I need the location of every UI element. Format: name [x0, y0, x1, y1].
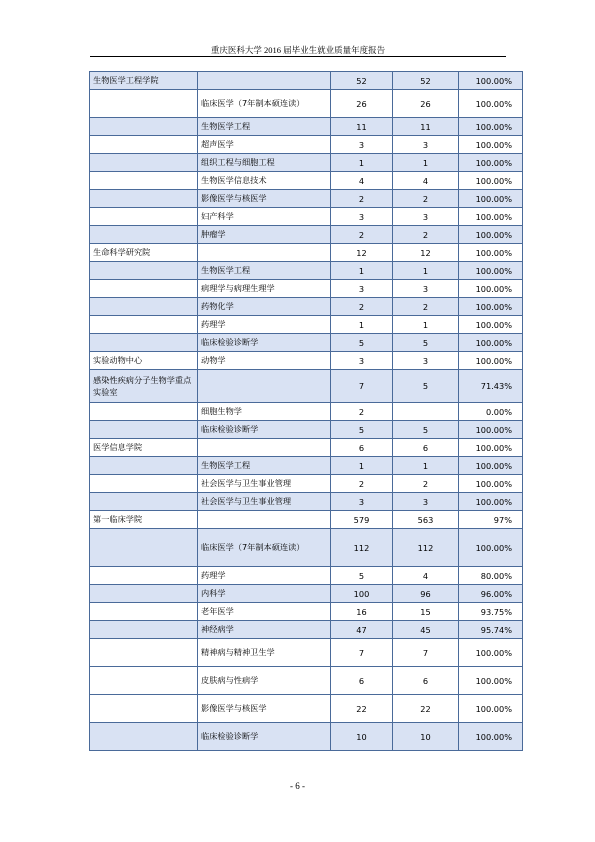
major-cell: 社会医学与卫生事业管理	[198, 475, 331, 493]
table-row	[90, 118, 523, 136]
major-cell: 肿瘤学	[198, 226, 331, 244]
major-cell: 组织工程与细胞工程	[198, 154, 331, 172]
table-row	[90, 529, 523, 567]
employed-cell: 5	[393, 370, 459, 403]
employed-cell: 2	[393, 475, 459, 493]
major-cell: 妇产科学	[198, 208, 331, 226]
major-cell: 内科学	[198, 585, 331, 603]
college-cell	[90, 136, 198, 154]
employed-cell: 26	[393, 90, 459, 118]
major-cell: 社会医学与卫生事业管理	[198, 493, 331, 511]
graduates-cell: 22	[331, 695, 393, 723]
employed-cell: 45	[393, 621, 459, 639]
major-cell: 药理学	[198, 316, 331, 334]
graduates-cell: 5	[331, 334, 393, 352]
rate-cell: 100.00%	[459, 457, 523, 475]
college-cell	[90, 493, 198, 511]
table-row	[90, 334, 523, 352]
college-cell	[90, 621, 198, 639]
table-row	[90, 370, 523, 403]
college-cell: 医学信息学院	[90, 439, 198, 457]
rate-cell: 100.00%	[459, 334, 523, 352]
graduates-cell: 5	[331, 421, 393, 439]
table-body	[90, 72, 523, 751]
rate-cell: 100.00%	[459, 190, 523, 208]
major-cell: 生物医学工程	[198, 118, 331, 136]
graduates-cell: 5	[331, 567, 393, 585]
major-cell: 临床检验诊断学	[198, 334, 331, 352]
employed-cell: 6	[393, 667, 459, 695]
table-row	[90, 352, 523, 370]
college-cell	[90, 90, 198, 118]
major-cell	[198, 72, 331, 90]
college-cell	[90, 226, 198, 244]
table-row	[90, 226, 523, 244]
graduates-cell: 16	[331, 603, 393, 621]
employed-cell: 3	[393, 352, 459, 370]
employed-cell: 6	[393, 439, 459, 457]
rate-cell: 100.00%	[459, 529, 523, 567]
graduates-cell: 52	[331, 72, 393, 90]
rate-cell: 100.00%	[459, 154, 523, 172]
college-cell	[90, 529, 198, 567]
college-cell	[90, 723, 198, 751]
rate-cell: 100.00%	[459, 298, 523, 316]
table-row	[90, 72, 523, 90]
graduates-cell: 3	[331, 208, 393, 226]
rate-cell: 100.00%	[459, 493, 523, 511]
table-row	[90, 190, 523, 208]
rate-cell: 100.00%	[459, 667, 523, 695]
major-cell	[198, 439, 331, 457]
major-cell: 神经病学	[198, 621, 331, 639]
table-row	[90, 136, 523, 154]
table-row	[90, 280, 523, 298]
college-cell	[90, 403, 198, 421]
table-row	[90, 493, 523, 511]
graduates-cell: 3	[331, 280, 393, 298]
graduates-cell: 2	[331, 226, 393, 244]
employed-cell: 3	[393, 136, 459, 154]
page-header-title: 重庆医科大学 2016 届毕业生就业质量年度报告	[210, 45, 386, 55]
college-cell: 感染性疾病分子生物学重点实验室	[90, 370, 198, 403]
college-cell	[90, 262, 198, 280]
employed-cell: 1	[393, 457, 459, 475]
employed-cell: 7	[393, 639, 459, 667]
employed-cell: 10	[393, 723, 459, 751]
college-cell	[90, 172, 198, 190]
table-row	[90, 475, 523, 493]
college-cell: 生物医学工程学院	[90, 72, 198, 90]
graduates-cell: 1	[331, 154, 393, 172]
employed-cell: 52	[393, 72, 459, 90]
graduates-cell: 2	[331, 190, 393, 208]
major-cell: 生物医学工程	[198, 262, 331, 280]
major-cell: 动物学	[198, 352, 331, 370]
graduates-cell: 112	[331, 529, 393, 567]
graduates-cell: 3	[331, 136, 393, 154]
table-row	[90, 603, 523, 621]
graduates-cell: 1	[331, 262, 393, 280]
college-cell	[90, 475, 198, 493]
college-cell	[90, 421, 198, 439]
college-cell	[90, 280, 198, 298]
employed-cell: 563	[393, 511, 459, 529]
table-row	[90, 208, 523, 226]
major-cell: 药物化学	[198, 298, 331, 316]
employed-cell: 1	[393, 262, 459, 280]
college-cell	[90, 639, 198, 667]
page-number: - 6 -	[290, 781, 305, 791]
major-cell	[198, 244, 331, 262]
table-row	[90, 262, 523, 280]
major-cell	[198, 370, 331, 403]
major-cell: 临床医学（7年制本硕连读）	[198, 90, 331, 118]
table-row	[90, 457, 523, 475]
header-divider	[90, 56, 506, 57]
graduates-cell: 7	[331, 370, 393, 403]
employed-cell: 2	[393, 190, 459, 208]
employment-table	[89, 71, 523, 751]
rate-cell: 100.00%	[459, 316, 523, 334]
rate-cell: 100.00%	[459, 136, 523, 154]
graduates-cell: 2	[331, 475, 393, 493]
graduates-cell: 1	[331, 316, 393, 334]
graduates-cell: 7	[331, 639, 393, 667]
employed-cell: 11	[393, 118, 459, 136]
major-cell: 细胞生物学	[198, 403, 331, 421]
rate-cell: 100.00%	[459, 639, 523, 667]
employed-cell: 22	[393, 695, 459, 723]
rate-cell: 100.00%	[459, 262, 523, 280]
graduates-cell: 11	[331, 118, 393, 136]
employed-cell: 2	[393, 298, 459, 316]
college-cell	[90, 695, 198, 723]
table-row	[90, 439, 523, 457]
rate-cell: 100.00%	[459, 208, 523, 226]
employed-cell: 5	[393, 421, 459, 439]
table-row	[90, 421, 523, 439]
college-cell	[90, 585, 198, 603]
table-row	[90, 244, 523, 262]
major-cell	[198, 511, 331, 529]
rate-cell: 100.00%	[459, 280, 523, 298]
college-cell	[90, 667, 198, 695]
graduates-cell: 100	[331, 585, 393, 603]
rate-cell: 100.00%	[459, 244, 523, 262]
rate-cell: 100.00%	[459, 421, 523, 439]
graduates-cell: 4	[331, 172, 393, 190]
employed-cell: 12	[393, 244, 459, 262]
employed-cell: 15	[393, 603, 459, 621]
table-row	[90, 154, 523, 172]
table-row	[90, 298, 523, 316]
employed-cell: 3	[393, 280, 459, 298]
rate-cell: 0.00%	[459, 403, 523, 421]
major-cell: 生物医学工程	[198, 457, 331, 475]
rate-cell: 100.00%	[459, 695, 523, 723]
employed-cell	[393, 403, 459, 421]
college-cell	[90, 298, 198, 316]
graduates-cell: 12	[331, 244, 393, 262]
rate-cell: 71.43%	[459, 370, 523, 403]
employed-cell: 5	[393, 334, 459, 352]
employed-cell: 1	[393, 316, 459, 334]
rate-cell: 96.00%	[459, 585, 523, 603]
college-cell	[90, 457, 198, 475]
table-row	[90, 403, 523, 421]
employed-cell: 4	[393, 567, 459, 585]
table-row	[90, 90, 523, 118]
college-cell	[90, 208, 198, 226]
rate-cell: 100.00%	[459, 226, 523, 244]
major-cell: 影像医学与核医学	[198, 695, 331, 723]
college-cell	[90, 603, 198, 621]
major-cell: 临床医学（7年制本硕连读）	[198, 529, 331, 567]
employed-cell: 4	[393, 172, 459, 190]
major-cell: 皮肤病与性病学	[198, 667, 331, 695]
major-cell: 临床检验诊断学	[198, 421, 331, 439]
rate-cell: 100.00%	[459, 475, 523, 493]
employed-cell: 3	[393, 493, 459, 511]
table-row	[90, 639, 523, 667]
rate-cell: 100.00%	[459, 352, 523, 370]
table-row	[90, 585, 523, 603]
major-cell: 病理学与病理生理学	[198, 280, 331, 298]
major-cell: 临床检验诊断学	[198, 723, 331, 751]
rate-cell: 100.00%	[459, 72, 523, 90]
graduates-cell: 3	[331, 493, 393, 511]
employed-cell: 112	[393, 529, 459, 567]
college-cell	[90, 567, 198, 585]
college-cell: 实验动物中心	[90, 352, 198, 370]
graduates-cell: 579	[331, 511, 393, 529]
rate-cell: 100.00%	[459, 439, 523, 457]
table-row	[90, 172, 523, 190]
major-cell: 影像医学与核医学	[198, 190, 331, 208]
graduates-cell: 3	[331, 352, 393, 370]
college-cell	[90, 154, 198, 172]
graduates-cell: 6	[331, 439, 393, 457]
table-row	[90, 723, 523, 751]
graduates-cell: 2	[331, 403, 393, 421]
college-cell	[90, 118, 198, 136]
graduates-cell: 26	[331, 90, 393, 118]
rate-cell: 100.00%	[459, 90, 523, 118]
rate-cell: 100.00%	[459, 723, 523, 751]
major-cell: 超声医学	[198, 136, 331, 154]
rate-cell: 100.00%	[459, 118, 523, 136]
graduates-cell: 6	[331, 667, 393, 695]
major-cell: 生物医学信息技术	[198, 172, 331, 190]
table-row	[90, 511, 523, 529]
rate-cell: 97%	[459, 511, 523, 529]
employed-cell: 2	[393, 226, 459, 244]
graduates-cell: 47	[331, 621, 393, 639]
college-cell: 第一临床学院	[90, 511, 198, 529]
college-cell	[90, 334, 198, 352]
major-cell: 药理学	[198, 567, 331, 585]
major-cell: 精神病与精神卫生学	[198, 639, 331, 667]
rate-cell: 100.00%	[459, 172, 523, 190]
rate-cell: 80.00%	[459, 567, 523, 585]
employed-cell: 96	[393, 585, 459, 603]
rate-cell: 93.75%	[459, 603, 523, 621]
table-row	[90, 695, 523, 723]
rate-cell: 95.74%	[459, 621, 523, 639]
college-cell: 生命科学研究院	[90, 244, 198, 262]
graduates-cell: 10	[331, 723, 393, 751]
major-cell: 老年医学	[198, 603, 331, 621]
college-cell	[90, 316, 198, 334]
employed-cell: 1	[393, 154, 459, 172]
graduates-cell: 1	[331, 457, 393, 475]
table-row	[90, 316, 523, 334]
table-row	[90, 667, 523, 695]
employed-cell: 3	[393, 208, 459, 226]
college-cell	[90, 190, 198, 208]
table-row	[90, 567, 523, 585]
table-row	[90, 621, 523, 639]
graduates-cell: 2	[331, 298, 393, 316]
